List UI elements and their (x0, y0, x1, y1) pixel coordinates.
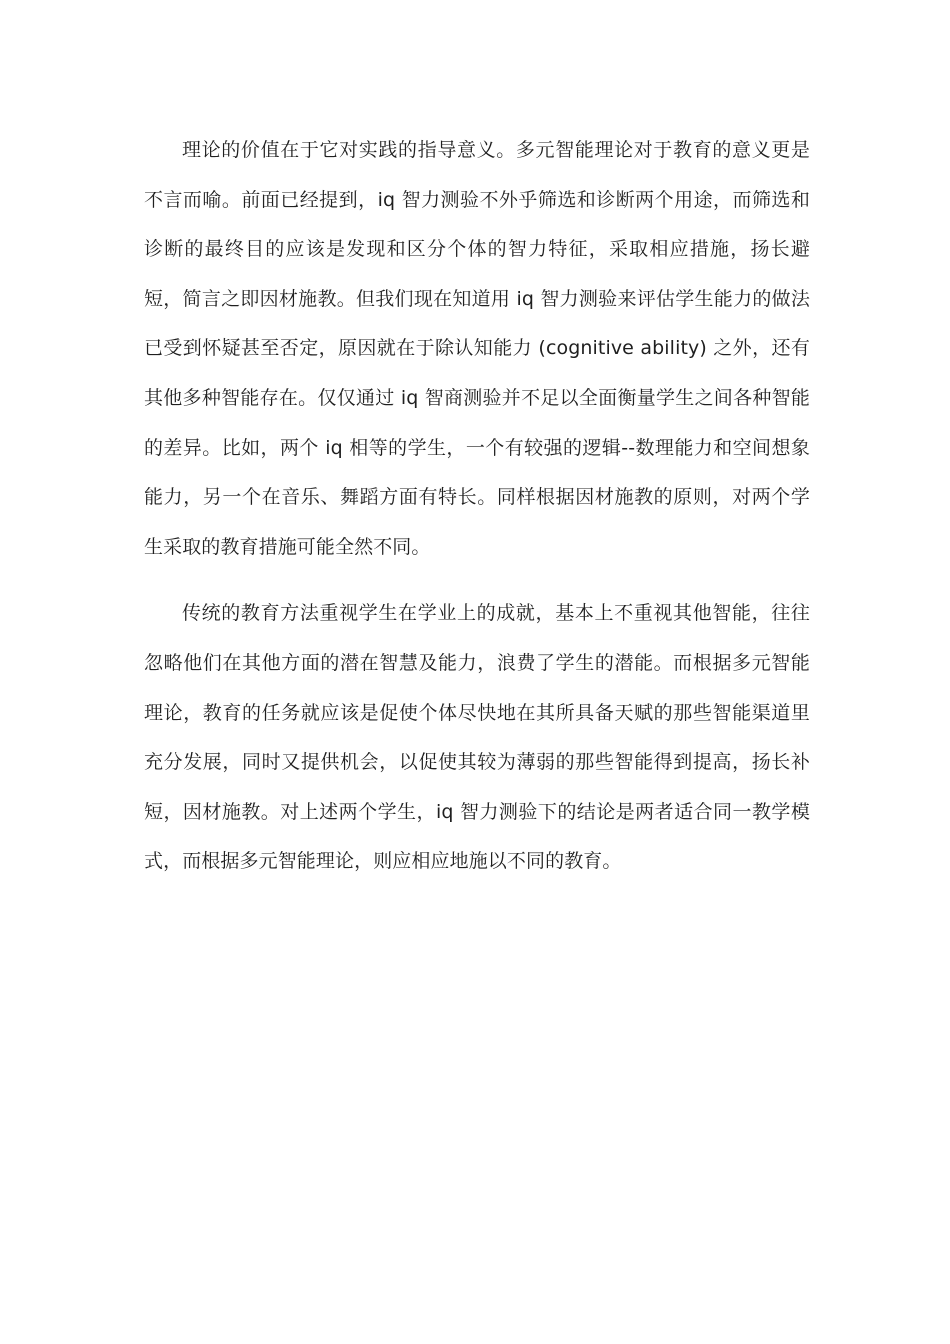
document-body (144, 126, 810, 887)
paragraph-1: 理论的价值在于它对实践的指导意义。多元智能理论对于教育的意义更是不言而喻。前面已经提到，iq 智力测验不外乎筛选和诊断两个用途，而筛选和诊断的最终目的应该是发现和区分个体的智力特征，采取相应措施，扬长避短，简言之即因材施教。但我们现在知道用 iq 智力测验来评估学生能力的做法已受到怀疑甚至否定，原因就在于除认知能力 (cognitive ability) 之外，还有其他多种智能存在。仅仅通过 iq 智商测验并不足以全面衡量学生之间各种智能的差异。比如，两个 iq 相等的学生，一个有较强的逻辑--数理能力和空间想象能力，另一个在音乐、舞蹈方面有特长。同样根据因材施教的原则，对两个学生采取的教育措施可能全然不同。 (144, 139, 810, 558)
paragraph-2: 传统的教育方法重视学生在学业上的成就，基本上不重视其他智能，往往忽略他们在其他方面的潜在智慧及能力，浪费了学生的潜能。而根据多元智能理论，教育的任务就应该是促使个体尽快地在其所具备天赋的那些智能渠道里充分发展，同时又提供机会，以促使其较为薄弱的那些智能得到提高，扬长补短，因材施教。对上述两个学生，iq 智力测验下的结论是两者适合同一教学模式，而根据多元智能理论，则应相应地施以不同的教育。 (144, 602, 810, 873)
